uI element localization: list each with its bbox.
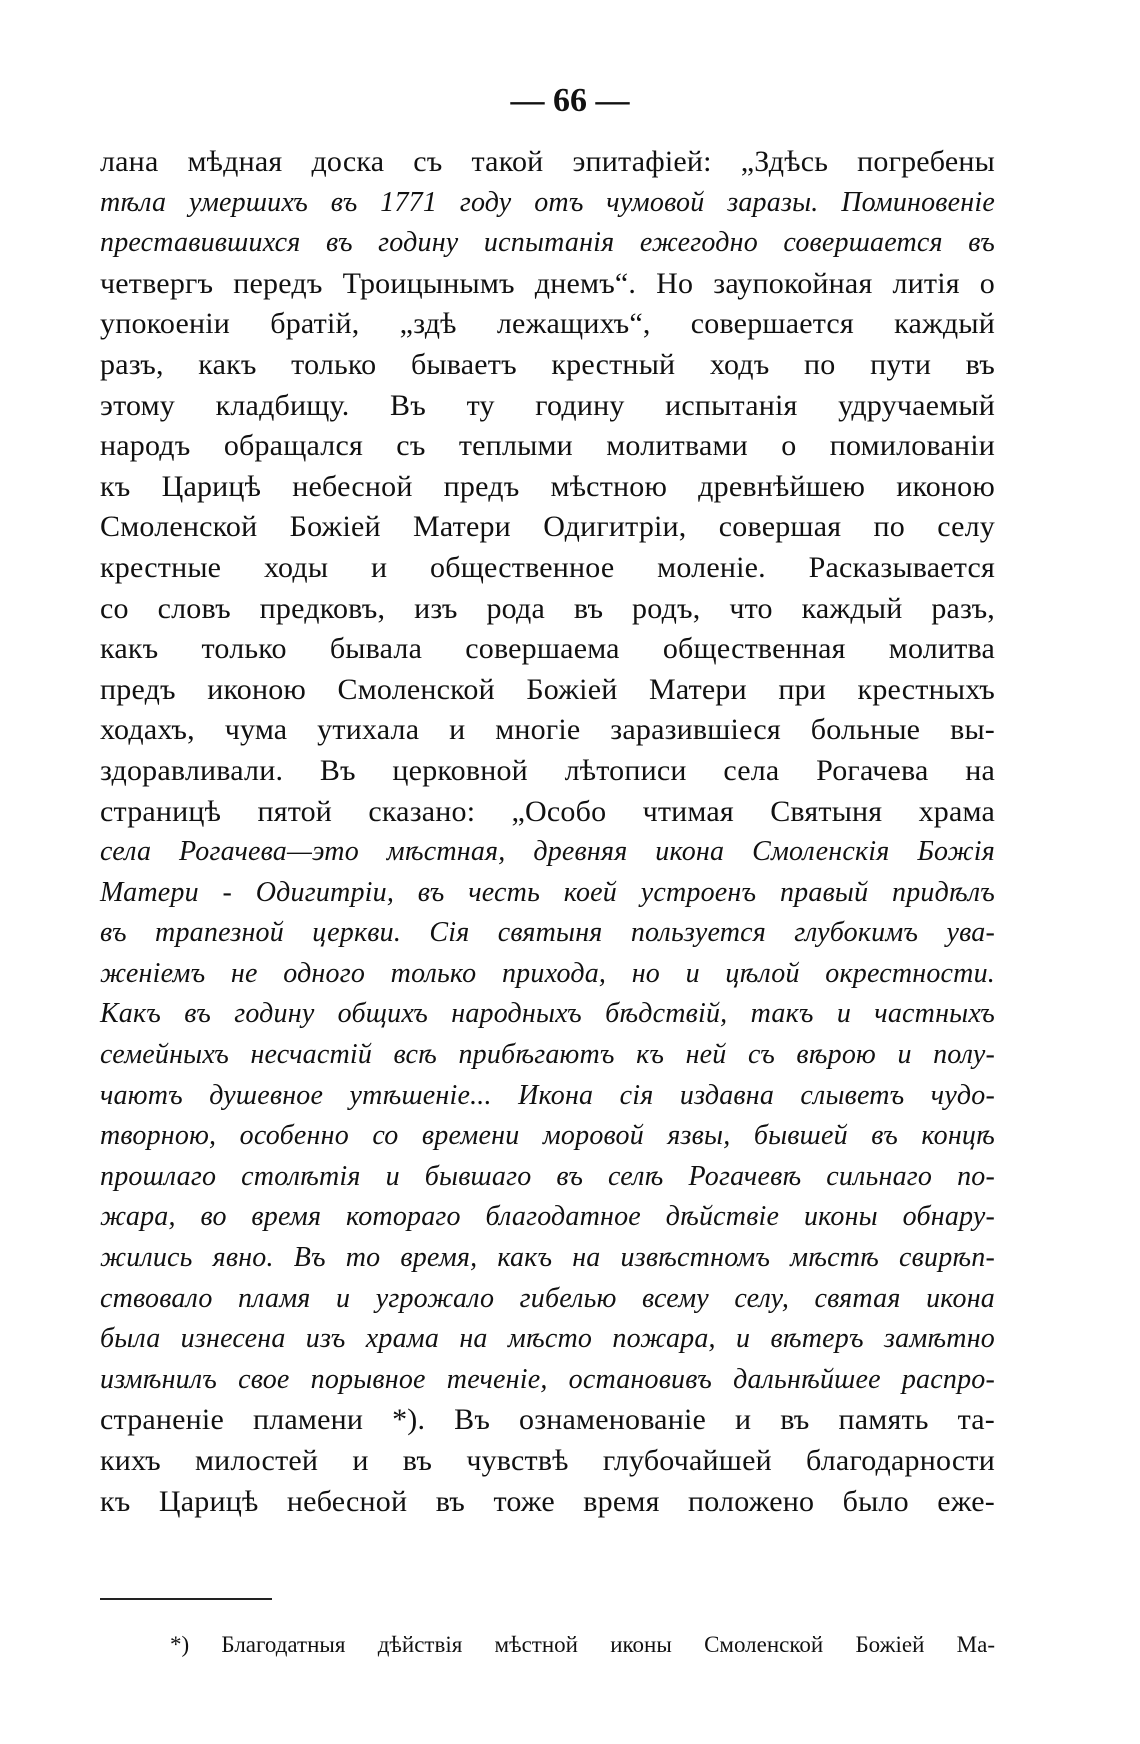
- text-line: чаютъ душевное утѣшеніе... Икона сія издавна слыветъ чудо-: [100, 1079, 995, 1111]
- page-number: — 66 —: [510, 82, 630, 119]
- text-line: творною, особенно со времени моровой язвы, бывшей въ концѣ: [100, 1120, 995, 1152]
- text-line: народъ обращался съ теплыми молитвами о помилованіи: [100, 429, 995, 463]
- text-line: ствовало пламя и угрожало гибелью всему селу, святая икона: [100, 1282, 995, 1314]
- text-line: женіемъ не одного только прихода, но и цѣлой окрестности.: [100, 957, 995, 989]
- text-line: тѣла умершихъ въ 1771 году отъ чумовой заразы. Поминовеніе: [100, 186, 995, 218]
- text-line: четвергъ передъ Троицынымъ днемъ“. Но заупокойная литія о: [100, 266, 995, 300]
- text-line: разъ, какъ только бываетъ крестный ходъ по пути въ: [100, 347, 995, 381]
- text-line: этому кладбищу. Въ ту годину испытанія удручаемый: [100, 388, 995, 422]
- text-line: прошлаго столѣтія и бывшаго въ селѣ Рогачевѣ сильнаго по-: [100, 1160, 995, 1192]
- text-line: кихъ милостей и въ чувствѣ глубочайшей благодарности: [100, 1444, 995, 1477]
- text-line: преставившихся въ годину испытанія ежегодно совершается въ: [100, 227, 995, 259]
- text-line: крестные ходы и общественное моленіе. Расказывается: [100, 550, 995, 584]
- text-line: Матери - Одигитріи, въ честь коей устроенъ правый придѣлъ: [100, 876, 995, 908]
- footnote-divider: [100, 1598, 272, 1600]
- text-line: здоравливали. Въ церковной лѣтописи села Рогачева на: [100, 753, 995, 787]
- text-line: ходахъ, чума утихала и многіе заразившіеся больные вы-: [100, 713, 995, 747]
- text-line: была изнесена изъ храма на мѣсто пожара, и вѣтеръ замѣтно: [100, 1323, 995, 1355]
- text-line: страненіе пламени *). Въ ознаменованіе и въ память та-: [100, 1403, 995, 1437]
- footnote: *) Благодатныя дѣйствія мѣстной иконы Смоленской Божіей Ма-: [170, 1632, 995, 1657]
- text-line: измѣнилъ свое порывное теченіе, остановивъ дальнѣйшее распро-: [100, 1363, 995, 1395]
- text-line: страницѣ пятой сказано: „Особо чтимая Святыня храма: [100, 794, 995, 828]
- text-line: села Рогачева—это мѣстная, древняя икона Смоленскія Божія: [100, 836, 995, 868]
- text-line: жара, во время котораго благодатное дѣйствіе иконы обнару-: [100, 1201, 995, 1233]
- text-line: къ Царицѣ небесной въ тоже время положено было еже-: [100, 1484, 995, 1518]
- body-text: [100, 142, 995, 1522]
- text-line: семейныхъ несчастій всѣ прибѣгаютъ къ ней съ вѣрою и полу-: [100, 1039, 995, 1071]
- text-line: къ Царицѣ небесной предъ мѣстною древнѣйшею иконою: [100, 469, 995, 503]
- text-line: упокоеніи братій, „здѣ лежащихъ“, совершается каждый: [100, 307, 995, 341]
- text-line: жились явно. Въ то время, какъ на извѣстномъ мѣстѣ свирѣп-: [100, 1242, 995, 1274]
- text-line: въ трапезной церкви. Сія святыня пользуется глубокимъ ува-: [100, 917, 995, 949]
- text-line: Какъ въ годину общихъ народныхъ бѣдствій, такъ и частныхъ: [100, 998, 995, 1030]
- text-line: какъ только бывала совершаема общественная молитва: [100, 632, 995, 666]
- text-line: Смоленской Божіей Матери Одигитріи, совершая по селу: [100, 510, 995, 544]
- text-line: лана мѣдная доска съ такой эпитафіей: „Здѣсь погребены: [100, 145, 995, 178]
- text-line: предъ иконою Смоленской Божіей Матери при крестныхъ: [100, 672, 995, 706]
- text-line: со словъ предковъ, изъ рода въ родъ, что каждый разъ,: [100, 591, 995, 625]
